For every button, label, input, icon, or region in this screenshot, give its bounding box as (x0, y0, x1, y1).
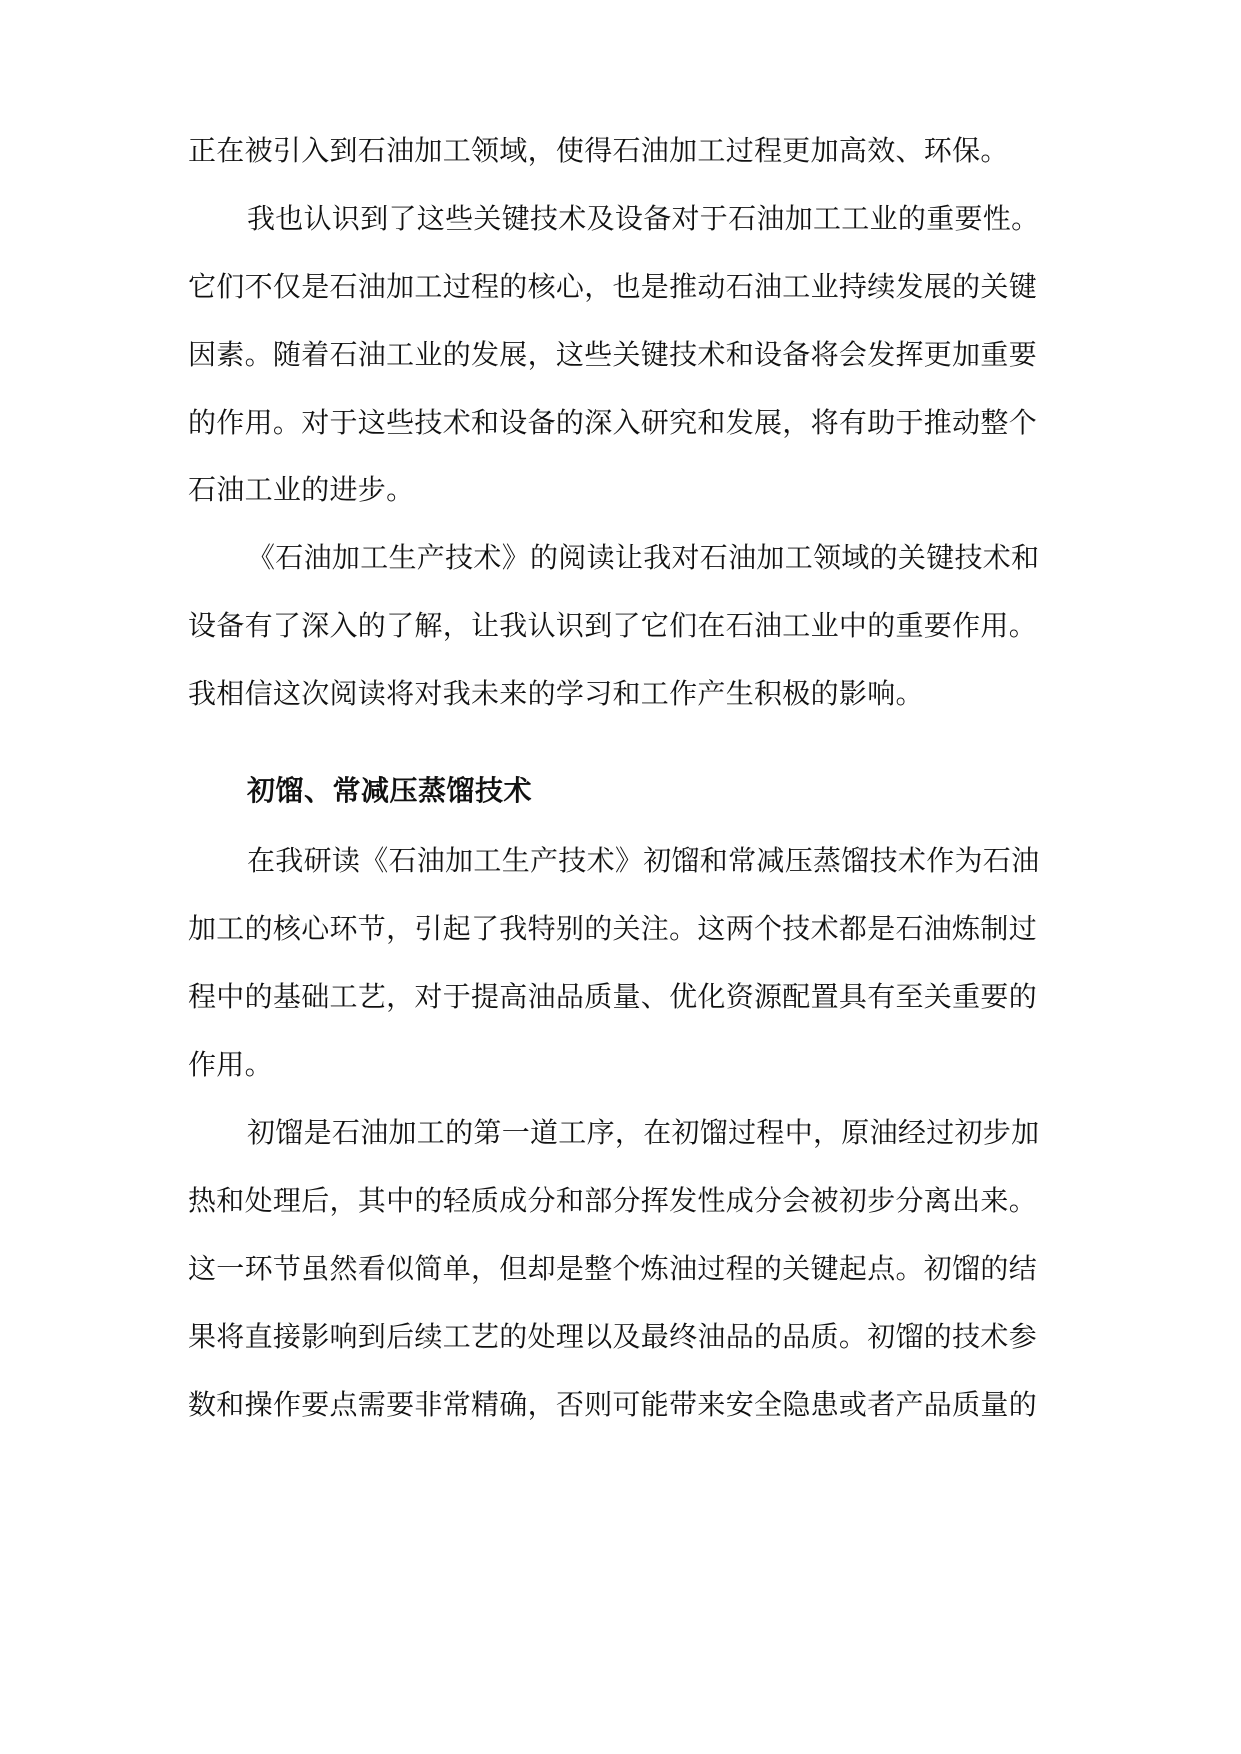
paragraph-line: 在我研读《石油加工生产技术》初馏和常减压蒸馏技术作为石油 (247, 844, 1040, 877)
paragraph-line: 《石油加工生产技术》的阅读让我对石油加工领域的关键技术和 (247, 541, 1040, 574)
paragraph-line: 的作用。对于这些技术和设备的深入研究和发展，将有助于推动整个 (188, 406, 1038, 439)
paragraph-line: 我也认识到了这些关键技术及设备对于石油加工工业的重要性。 (247, 202, 1040, 235)
paragraph-line: 正在被引入到石油加工领域，使得石油加工过程更加高效、环保。 (188, 134, 1009, 167)
paragraph-line: 因素。随着石油工业的发展，这些关键技术和设备将会发挥更加重要 (188, 338, 1038, 371)
paragraph-line: 设备有了深入的了解，让我认识到了它们在石油工业中的重要作用。 (188, 609, 1038, 642)
paragraph-line: 果将直接影响到后续工艺的处理以及最终油品的品质。初馏的技术参 (188, 1320, 1038, 1353)
paragraph-line: 这一环节虽然看似简单，但却是整个炼油过程的关键起点。初馏的结 (188, 1252, 1038, 1285)
paragraph-line: 热和处理后，其中的轻质成分和部分挥发性成分会被初步分离出来。 (188, 1184, 1038, 1217)
paragraph-line: 加工的核心环节，引起了我特别的关注。这两个技术都是石油炼制过 (188, 912, 1038, 945)
paragraph-line: 石油工业的进步。 (188, 473, 415, 506)
paragraph-line: 初馏是石油加工的第一道工序，在初馏过程中，原油经过初步加 (247, 1116, 1040, 1149)
paragraph-line: 我相信这次阅读将对我未来的学习和工作产生积极的影响。 (188, 677, 924, 710)
paragraph-line: 作用。 (188, 1048, 273, 1081)
paragraph-line: 程中的基础工艺，对于提高油品质量、优化资源配置具有至关重要的 (188, 980, 1038, 1013)
paragraph-line: 数和操作要点需要非常精确，否则可能带来安全隐患或者产品质量的 (188, 1388, 1038, 1421)
section-heading: 初馏、常减压蒸馏技术 (247, 774, 533, 807)
paragraph-line: 它们不仅是石油加工过程的核心，也是推动石油工业持续发展的关键 (188, 270, 1038, 303)
